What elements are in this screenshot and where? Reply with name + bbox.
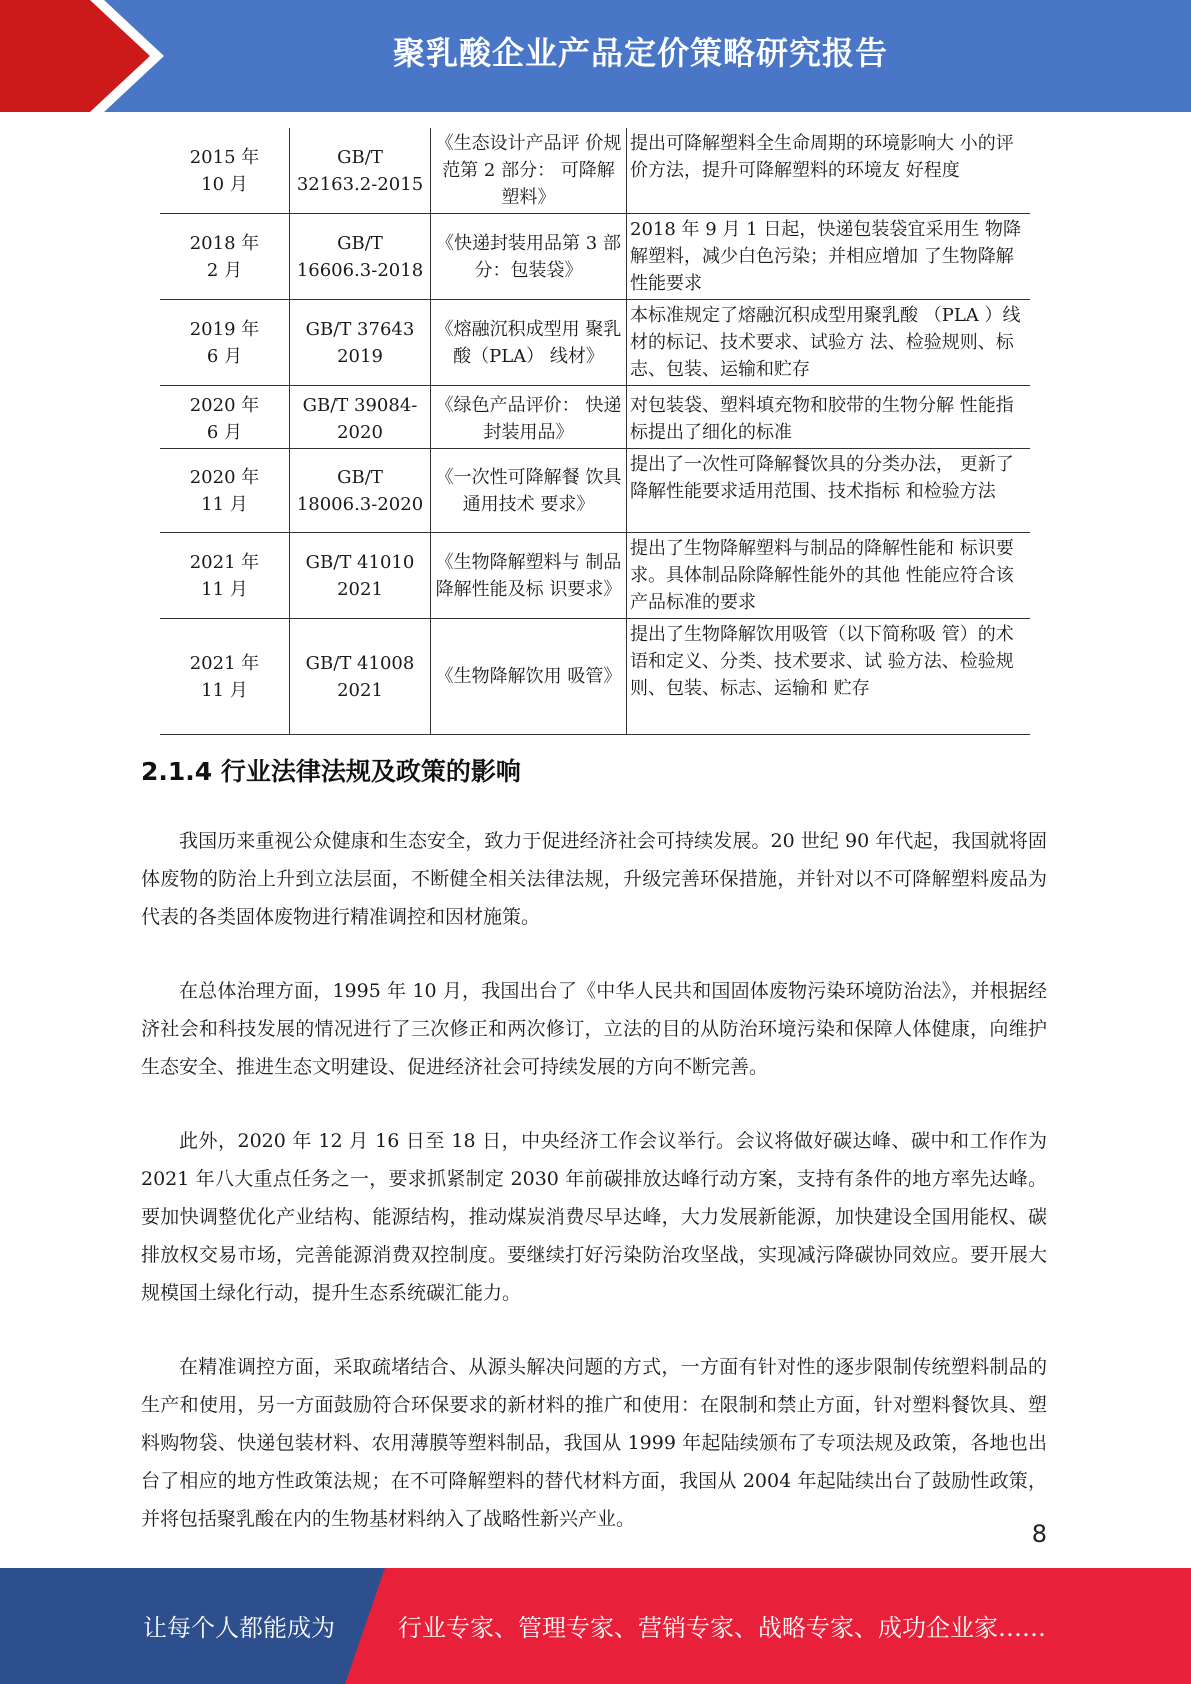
release-date-cell-line: 6 月 bbox=[206, 422, 243, 443]
release-date-cell-line: 2015 年 bbox=[189, 146, 260, 168]
standard-number-cell-line: 2021 bbox=[337, 578, 383, 600]
standard-description-cell: 2018 年 9 月 1 日起，快递包装袋宜采用生 物降解塑料，减少白色污染；并相应增加 了生物降解性能要求 bbox=[627, 214, 1031, 300]
section-heading: 2.1.4 行业法律法规及政策的影响 bbox=[141, 757, 521, 786]
release-date-cell bbox=[160, 533, 290, 619]
release-date-cell bbox=[160, 128, 290, 214]
release-date-cell bbox=[160, 619, 290, 735]
body-text bbox=[141, 822, 1047, 1574]
page-footer bbox=[0, 1568, 1191, 1684]
standard-number-cell bbox=[290, 449, 431, 533]
table-row bbox=[160, 214, 1030, 300]
standard-number-cell-line: 2021 bbox=[337, 679, 383, 701]
table-row bbox=[160, 128, 1030, 214]
release-date-cell-line: 2021 年 bbox=[189, 652, 260, 674]
release-date-cell-line: 6 月 bbox=[206, 345, 243, 367]
standard-number-cell bbox=[290, 533, 431, 619]
standard-description-cell: 提出了一次性可降解餐饮具的分类办法， 更新了降解性能要求适用范围、技术指标 和检验方法 bbox=[627, 449, 1031, 533]
standard-number-cell-line: GB/T 41008 bbox=[305, 652, 415, 674]
table-row bbox=[160, 449, 1030, 533]
standard-number-cell-line: GB/T 41010 bbox=[305, 551, 415, 573]
paragraph: 我国历来重视公众健康和生态安全，致力于促进经济社会可持续发展。20 世纪 90 年代起，我国就将固体废物的防治上升到立法层面，不断健全相关法律法规，升级完善环保措施，并针对以不可降解塑料废品为代表的各类固体废物进行精准调控和因材施策。 bbox=[141, 830, 1047, 928]
standard-name-cell: 《生物降解饮用 吸管》 bbox=[431, 619, 627, 735]
standard-number-cell-line: 16606.3-2018 bbox=[296, 259, 424, 281]
standard-name-cell: 《绿色产品评价： 快递封装用品》 bbox=[431, 386, 627, 449]
standard-name-cell: 《熔融沉积成型用 聚乳酸（PLA） 线材》 bbox=[431, 300, 627, 386]
table-row bbox=[160, 300, 1030, 386]
release-date-cell-line: 11 月 bbox=[201, 679, 248, 701]
standard-number-cell-line: GB/T 39084- bbox=[302, 395, 418, 416]
standard-number-cell-line: 2019 bbox=[337, 345, 383, 367]
standard-number-cell bbox=[290, 128, 431, 214]
standard-name-cell: 《生物降解塑料与 制品降解性能及标 识要求》 bbox=[431, 533, 627, 619]
standard-number-cell-line: GB/T bbox=[337, 466, 383, 488]
standards-table bbox=[160, 128, 1030, 735]
release-date-cell-line: 11 月 bbox=[201, 493, 248, 515]
release-date-cell-line: 2021 年 bbox=[189, 551, 260, 573]
release-date-cell bbox=[160, 214, 290, 300]
standard-description-cell: 对包装袋、塑料填充物和胶带的生物分解 性能指标提出了细化的标准 bbox=[627, 386, 1031, 449]
page-number: 8 bbox=[1031, 1520, 1047, 1548]
standard-number-cell bbox=[290, 214, 431, 300]
release-date-cell-line: 2020 年 bbox=[189, 395, 260, 416]
standard-number-cell bbox=[290, 300, 431, 386]
standard-name-cell: 《一次性可降解餐 饮具通用技术 要求》 bbox=[431, 449, 627, 533]
release-date-cell bbox=[160, 449, 290, 533]
page-header bbox=[0, 0, 1191, 112]
standard-number-cell-line: 32163.2-2015 bbox=[296, 173, 424, 195]
table-row bbox=[160, 386, 1030, 449]
standard-number-cell-line: GB/T bbox=[337, 146, 383, 168]
standard-number-cell-line: GB/T bbox=[337, 232, 383, 254]
standard-name-cell: 《快递封装用品第 3 部分：包装袋》 bbox=[431, 214, 627, 300]
release-date-cell-line: 2020 年 bbox=[189, 466, 260, 488]
standard-number-cell-line: GB/T 37643 bbox=[305, 318, 415, 340]
paragraph: 在精准调控方面，采取疏堵结合、从源头解决问题的方式，一方面有针对性的逐步限制传统塑料制品的生产和使用，另一方面鼓励符合环保要求的新材料的推广和使用：在限制和禁止方面，针对塑料餐饮具、塑料购物袋、快递包装材料、农用薄膜等塑料制品，我国从 1999 年起陆续颁布了专项法规及政策，各地也出台了相应的地方性政策法规；在不可降解塑料的替代材料方面，我国从 2004 年起陆续出台了鼓励性政策，并将包括聚乳酸在内的生物基材料纳入了战略性新兴产业。 bbox=[141, 1356, 1047, 1530]
paragraph: 在总体治理方面，1995 年 10 月，我国出台了《中华人民共和国固体废物污染环境防治法》，并根据经济社会和科技发展的情况进行了三次修正和两次修订，立法的目的从防治环境污染和保障人体健康，向维护生态安全、推进生态文明建设、促进经济社会可持续发展的方向不断完善。 bbox=[141, 980, 1047, 1078]
release-date-cell-line: 11 月 bbox=[201, 578, 248, 600]
standard-number-cell bbox=[290, 619, 431, 735]
report-title: 聚乳酸企业产品定价策略研究报告 bbox=[392, 34, 888, 72]
standard-description-cell: 提出了生物降解饮用吸管（以下简称吸 管）的术语和定义、分类、技术要求、试 验方法、检验规则、包装、标志、运输和 贮存 bbox=[627, 619, 1031, 735]
release-date-cell-line: 10 月 bbox=[201, 173, 248, 195]
footer-slogan-left: 让每个人都能成为 bbox=[143, 1614, 335, 1642]
release-date-cell bbox=[160, 300, 290, 386]
paragraph: 此外，2020 年 12 月 16 日至 18 日，中央经济工作会议举行。会议将做好碳达峰、碳中和工作作为 2021 年八大重点任务之一，要求抓紧制定 2030 年前碳排放达峰行动方案，支持有条件的地方率先达峰。要加快调整优化产业结构、能源结构，推动煤炭消费尽早达峰，大力发展新能源，加快建设全国用能权、碳排放权交易市场，完善能源消费双控制度。要继续打好污染防治攻坚战，实现减污降碳协同效应。要开展大规模国土绿化行动，提升生态系统碳汇能力。 bbox=[141, 1130, 1047, 1304]
release-date-cell-line: 2 月 bbox=[206, 259, 243, 281]
standard-description-cell: 本标准规定了熔融沉积成型用聚乳酸 （PLA ）线材的标记、技术要求、试验方 法、检验规则、标志、包装、运输和贮存 bbox=[627, 300, 1031, 386]
release-date-cell-line: 2019 年 bbox=[189, 318, 260, 340]
table-row bbox=[160, 619, 1030, 735]
standard-number-cell-line: 2020 bbox=[337, 422, 383, 443]
standard-description-cell: 提出可降解塑料全生命周期的环境影响大 小的评价方法，提升可降解塑料的环境友 好程度 bbox=[627, 128, 1031, 214]
standard-number-cell-line: 18006.3-2020 bbox=[296, 493, 424, 515]
release-date-cell bbox=[160, 386, 290, 449]
standard-description-cell: 提出了生物降解塑料与制品的降解性能和 标识要求。具体制品除降解性能外的其他 性能应符合该产品标准的要求 bbox=[627, 533, 1031, 619]
standard-name-cell: 《生态设计产品评 价规范第 2 部分： 可降解塑料》 bbox=[431, 128, 627, 214]
standard-number-cell bbox=[290, 386, 431, 449]
footer-slogan-right: 行业专家、管理专家、营销专家、战略专家、成功企业家…… bbox=[398, 1614, 1046, 1642]
release-date-cell-line: 2018 年 bbox=[189, 232, 260, 254]
table-row bbox=[160, 533, 1030, 619]
